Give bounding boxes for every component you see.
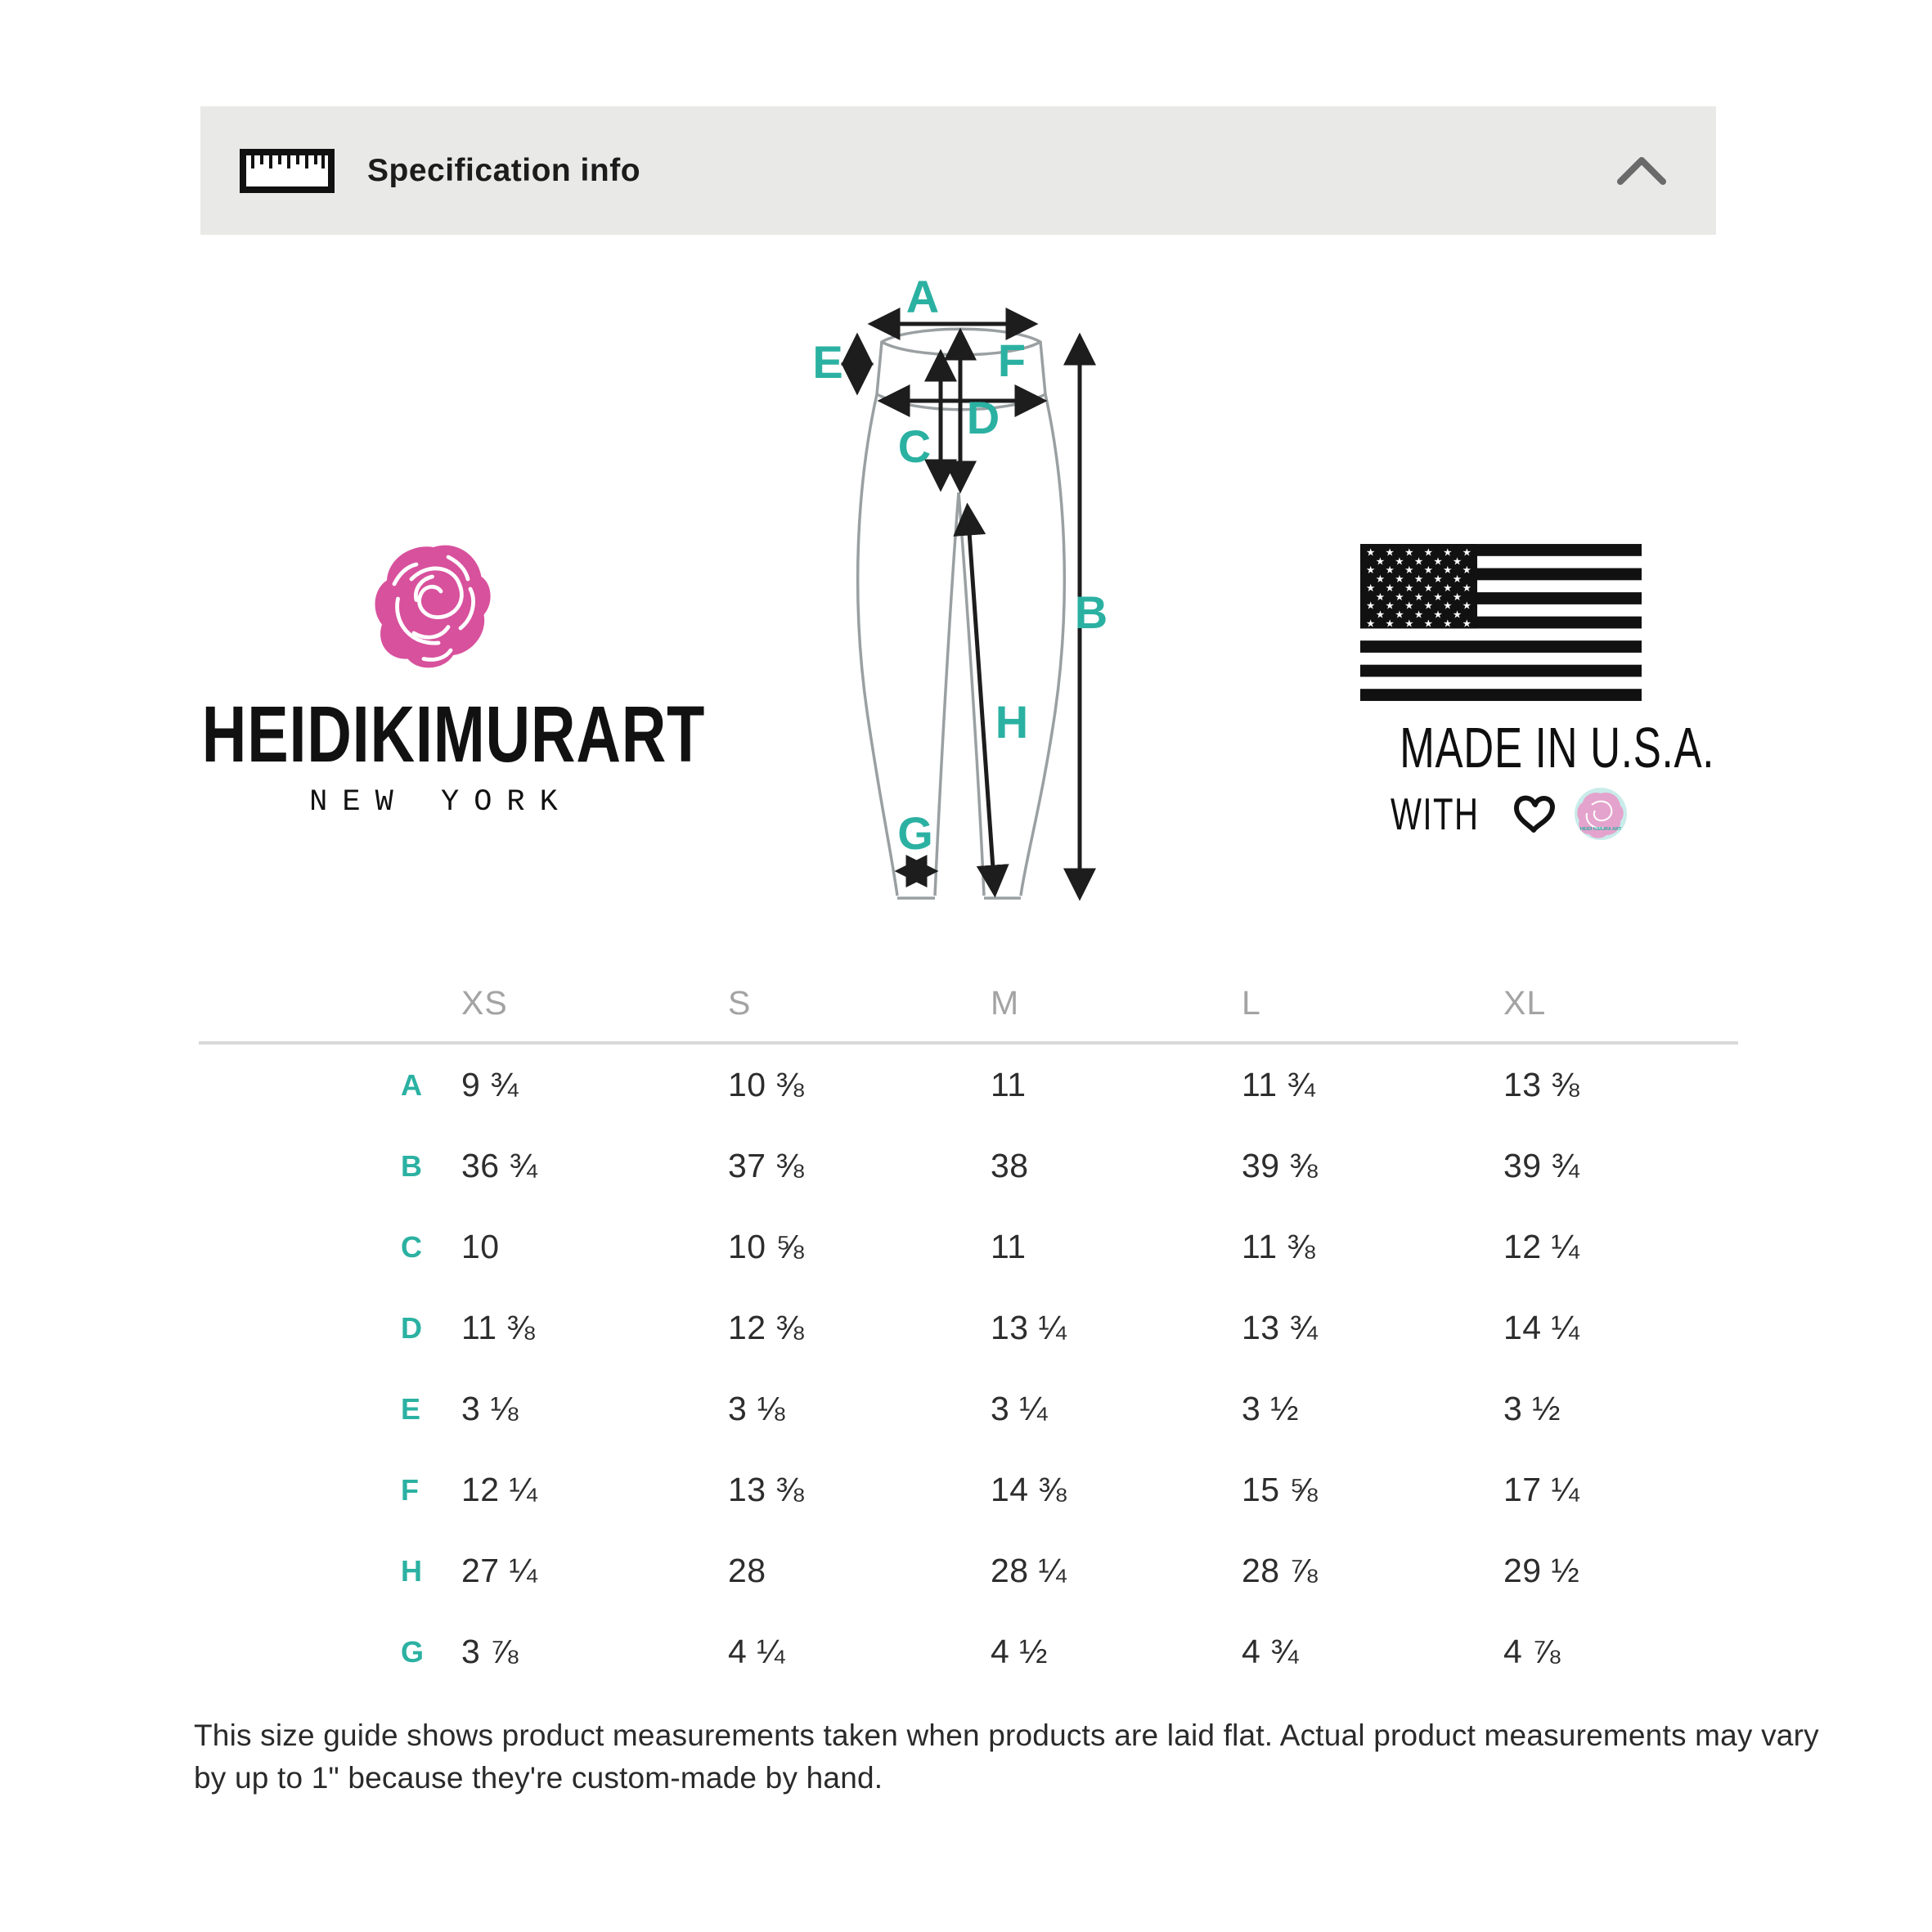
svg-text:★: ★ bbox=[1365, 564, 1376, 577]
measurement-value: 38 bbox=[991, 1147, 1029, 1184]
svg-text:★: ★ bbox=[1404, 546, 1414, 559]
diagram-label-c: C bbox=[897, 420, 932, 472]
ruler-icon bbox=[240, 149, 335, 193]
measurement-value: 12 ¼ bbox=[1503, 1228, 1580, 1265]
size-table-header bbox=[199, 965, 1738, 1045]
svg-text:★: ★ bbox=[1385, 581, 1395, 594]
measurement-value: 36 ¾ bbox=[461, 1147, 538, 1184]
svg-text:★: ★ bbox=[1395, 573, 1404, 586]
measurement-value: 11 ⅜ bbox=[1242, 1228, 1316, 1265]
heidi-kimura-art-badge bbox=[1574, 787, 1628, 841]
measurement-value: 3 ½ bbox=[1503, 1390, 1561, 1427]
measurement-value: 3 ⅛ bbox=[728, 1390, 785, 1427]
svg-text:★: ★ bbox=[1365, 599, 1376, 612]
measurement-value: 12 ⅜ bbox=[728, 1309, 805, 1346]
size-column-header: XL bbox=[1503, 984, 1547, 1022]
measurement-value: 3 ½ bbox=[1242, 1390, 1299, 1427]
svg-text:★: ★ bbox=[1452, 573, 1462, 586]
measurement-value: 39 ⅜ bbox=[1242, 1147, 1319, 1184]
svg-text:★: ★ bbox=[1462, 581, 1472, 594]
measurement-letter: A bbox=[401, 1067, 422, 1102]
diagram-label-f: F bbox=[997, 335, 1027, 386]
diagram-label-d: D bbox=[966, 392, 1000, 443]
measurement-value: 3 ⅛ bbox=[461, 1390, 519, 1427]
svg-text:★: ★ bbox=[1375, 555, 1386, 568]
svg-text:★: ★ bbox=[1413, 573, 1424, 586]
measurement-value: 39 ¾ bbox=[1503, 1147, 1580, 1184]
svg-text:★: ★ bbox=[1404, 599, 1414, 612]
rose-logo-icon bbox=[372, 540, 495, 677]
measurement-letter: H bbox=[401, 1553, 422, 1588]
measurement-value: 11 ⅜ bbox=[461, 1309, 536, 1346]
measurement-value: 28 ¼ bbox=[991, 1552, 1067, 1589]
svg-text:★: ★ bbox=[1395, 555, 1404, 568]
badge-text: HEIDI KIMURA ART bbox=[1579, 827, 1622, 832]
svg-text:★: ★ bbox=[1404, 581, 1414, 594]
size-table-row bbox=[199, 1449, 1738, 1530]
svg-text:★: ★ bbox=[1462, 564, 1472, 577]
svg-text:★: ★ bbox=[1413, 590, 1424, 603]
collapse-chevron-icon[interactable] bbox=[1615, 152, 1669, 188]
diagram-label-g: G bbox=[897, 807, 933, 859]
size-table bbox=[199, 965, 1738, 1692]
size-column-header: M bbox=[991, 984, 1020, 1022]
svg-text:★: ★ bbox=[1365, 581, 1376, 594]
measurement-value: 13 ¾ bbox=[1242, 1309, 1319, 1346]
brand-name: HEIDIKIMURART bbox=[201, 690, 706, 779]
svg-text:★: ★ bbox=[1452, 608, 1462, 621]
with-text: WITH bbox=[1390, 789, 1480, 839]
measurement-letter: G bbox=[401, 1634, 425, 1669]
svg-text:★: ★ bbox=[1462, 617, 1472, 630]
svg-text:★: ★ bbox=[1375, 590, 1386, 603]
measurement-value: 9 ¾ bbox=[461, 1066, 519, 1103]
size-table-row bbox=[199, 1530, 1738, 1611]
svg-text:★: ★ bbox=[1423, 617, 1433, 630]
size-guide-disclaimer: This size guide shows product measurements taken when products are laid flat. Actual product measurements may vary by up to 1" because they're custom-made by hand. bbox=[194, 1719, 1819, 1795]
measurement-value: 4 ¾ bbox=[1242, 1633, 1299, 1670]
section-title: Specification info bbox=[367, 152, 641, 188]
svg-text:★: ★ bbox=[1443, 564, 1453, 577]
size-column-header: XS bbox=[461, 984, 508, 1022]
measurement-value: 12 ¼ bbox=[461, 1471, 538, 1508]
svg-text:★: ★ bbox=[1462, 599, 1472, 612]
svg-text:★: ★ bbox=[1433, 590, 1443, 603]
measurement-letter: B bbox=[401, 1148, 422, 1183]
measurement-value: 4 ½ bbox=[991, 1633, 1048, 1670]
measurement-value: 10 ⅝ bbox=[728, 1228, 805, 1265]
svg-text:★: ★ bbox=[1423, 581, 1433, 594]
size-column-header: S bbox=[728, 984, 752, 1022]
svg-text:★: ★ bbox=[1423, 564, 1433, 577]
svg-text:★: ★ bbox=[1395, 608, 1404, 621]
measurement-value: 17 ¼ bbox=[1503, 1471, 1580, 1508]
measurement-value: 3 ⅞ bbox=[461, 1633, 519, 1670]
measurement-value: 29 ½ bbox=[1503, 1552, 1580, 1589]
measurement-value: 11 ¾ bbox=[1242, 1066, 1316, 1103]
measurement-value: 28 bbox=[728, 1552, 766, 1589]
svg-text:★: ★ bbox=[1385, 617, 1395, 630]
measurement-letter: E bbox=[401, 1391, 421, 1426]
size-table-row bbox=[199, 1206, 1738, 1287]
size-table-body bbox=[199, 1045, 1738, 1692]
measurement-value: 11 bbox=[991, 1066, 1027, 1103]
svg-text:★: ★ bbox=[1423, 546, 1433, 559]
measurement-value: 4 ¼ bbox=[728, 1633, 785, 1670]
measurement-value: 28 ⅞ bbox=[1242, 1552, 1319, 1589]
svg-text:★: ★ bbox=[1395, 590, 1404, 603]
brand-location: NEW YORK bbox=[309, 785, 573, 820]
size-table-row bbox=[199, 1045, 1738, 1126]
diagram-label-b: B bbox=[1074, 586, 1108, 638]
made-in-usa-block bbox=[1341, 544, 1715, 841]
heart-icon bbox=[1512, 793, 1557, 835]
svg-text:★: ★ bbox=[1404, 564, 1414, 577]
measurement-value: 13 ⅜ bbox=[1503, 1066, 1580, 1103]
svg-text:★: ★ bbox=[1443, 546, 1453, 559]
svg-text:★: ★ bbox=[1385, 564, 1395, 577]
svg-text:★: ★ bbox=[1462, 546, 1472, 559]
svg-text:★: ★ bbox=[1443, 581, 1453, 594]
svg-text:★: ★ bbox=[1365, 546, 1376, 559]
measurement-value: 15 ⅝ bbox=[1242, 1471, 1319, 1508]
svg-text:★: ★ bbox=[1385, 599, 1395, 612]
size-table-row bbox=[199, 1126, 1738, 1206]
svg-text:★: ★ bbox=[1413, 608, 1424, 621]
made-in-usa-text: MADE IN U.S.A. bbox=[1400, 716, 1715, 780]
svg-text:★: ★ bbox=[1423, 599, 1433, 612]
svg-text:★: ★ bbox=[1443, 617, 1453, 630]
measurement-value: 14 ⅜ bbox=[991, 1471, 1067, 1508]
diagram-label-a: A bbox=[905, 271, 940, 322]
svg-text:★: ★ bbox=[1375, 608, 1386, 621]
specification-accordion-header[interactable] bbox=[200, 106, 1716, 235]
size-column-header: L bbox=[1242, 984, 1261, 1022]
measurement-value: 10 ⅜ bbox=[728, 1066, 805, 1103]
measurement-value: 27 ¼ bbox=[461, 1552, 538, 1589]
svg-text:★: ★ bbox=[1433, 555, 1443, 568]
measurement-value: 4 ⅞ bbox=[1503, 1633, 1561, 1670]
svg-text:★: ★ bbox=[1452, 590, 1462, 603]
measurement-value: 13 ¼ bbox=[991, 1309, 1067, 1346]
svg-text:★: ★ bbox=[1452, 555, 1462, 568]
brand-logo-block bbox=[131, 540, 736, 820]
diagram-label-h: H bbox=[995, 696, 1029, 748]
svg-text:★: ★ bbox=[1433, 608, 1443, 621]
size-table-row bbox=[199, 1611, 1738, 1692]
size-table-row bbox=[199, 1368, 1738, 1449]
svg-text:★: ★ bbox=[1443, 599, 1453, 612]
svg-text:★: ★ bbox=[1413, 555, 1424, 568]
measurement-letter: C bbox=[401, 1229, 422, 1264]
svg-text:★: ★ bbox=[1433, 573, 1443, 586]
leggings-measurement-diagram bbox=[810, 270, 1121, 924]
measurement-value: 11 bbox=[991, 1228, 1027, 1265]
svg-text:★: ★ bbox=[1375, 573, 1386, 586]
measurement-value: 3 ¼ bbox=[991, 1390, 1048, 1427]
measurement-value: 37 ⅜ bbox=[728, 1147, 805, 1184]
us-flag-icon bbox=[1360, 544, 1642, 701]
measurement-letter: F bbox=[401, 1472, 419, 1507]
svg-text:★: ★ bbox=[1404, 617, 1414, 630]
measurement-value: 13 ⅜ bbox=[728, 1471, 805, 1508]
svg-text:★: ★ bbox=[1365, 617, 1376, 630]
measurement-value: 14 ¼ bbox=[1503, 1309, 1580, 1346]
size-table-row bbox=[199, 1287, 1738, 1368]
svg-text:★: ★ bbox=[1385, 546, 1395, 559]
measurement-letter: D bbox=[401, 1310, 422, 1345]
measurement-value: 10 bbox=[461, 1228, 500, 1265]
diagram-label-e: E bbox=[812, 336, 843, 388]
